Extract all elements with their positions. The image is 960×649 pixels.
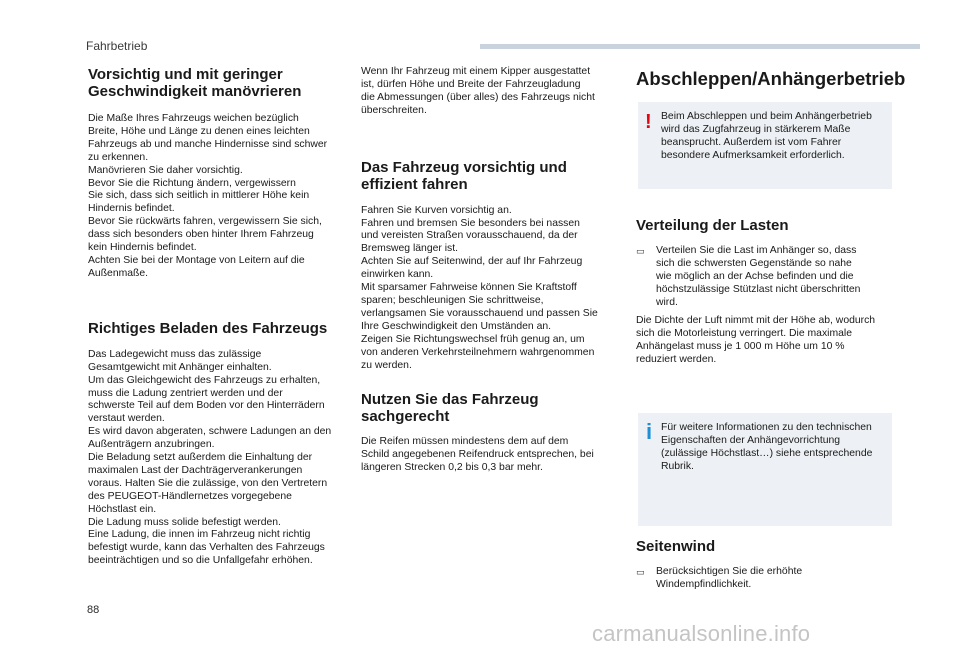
para-tipper: Wenn Ihr Fahrzeug mit einem Kipper ausgestattet ist, dürfen Höhe und Breite der Fahrzeugladung die Abmessungen (über alles) des Fahrzeugs nicht überschreiten.: [361, 66, 595, 116]
bullet-icon: ▭: [636, 246, 645, 256]
para-air-density: Die Dichte der Luft nimmt mit der Höhe ab, wodurch sich die Motorleistung verringert. Die maximale Anhängelast muss je 1 000 m Höhe um 10 % reduziert werden.: [636, 315, 876, 365]
info-text: Für weitere Informationen zu den technischen Eigenschaften der Anhängevorrichtung (zulässige Höchstlast…) siehe entsprechende Rubrik.: [661, 422, 873, 472]
warning-text: Beim Abschleppen und beim Anhängerbetrieb wird das Zugfahrzeug in stärkerem Maße beansprucht. Außerdem ist vom Fahrer besondere Aufmerksamkeit erforderlich.: [661, 111, 872, 161]
bullet-load-text: Verteilen Sie die Last im Anhänger so, dass sich die schwersten Gegenstände so nahe wie möglich an der Achse befinden und die höchstzulässige Stützlast nicht überschritten wird.: [656, 245, 861, 308]
list-item-load: [636, 245, 914, 310]
para-proper-use: Die Reifen müssen mindestens dem auf dem Schild angegebenen Reifendruck entsprechen, bei längeren Strecken 0,2 bis 0,3 bar mehr.: [361, 436, 594, 474]
warning-box: [638, 102, 892, 189]
column-1: [88, 66, 344, 568]
info-box: [638, 413, 892, 526]
heading-proper-use: Nutzen Sie das Fahrzeug sachgerecht: [361, 391, 539, 426]
column-2: [361, 66, 611, 475]
info-icon: i: [646, 419, 653, 444]
heading-crosswind: Seitenwind: [636, 538, 716, 555]
para-careful-driving: Fahren Sie Kurven vorsichtig an. Fahren und bremsen Sie besonders bei nassen und vereisten Straßen vorausschauend, da der Bremsweg länger ist. Achten Sie auf Seitenwind, der auf Ihr Fahrzeug einwirken kann. Mit sparsamer Fahrweise können Sie Kraftstoff sparen; beschleunigen Sie schrittweise, verlangsamen Sie vorausschauend und passen Sie Ihre Geschwindigkeit den Umständen an. Zeigen Sie Richtungswechsel früh genug an, um von anderen Verkehrsteilnehmern wahrgenommen zu werden.: [361, 204, 598, 371]
bullet-wind-text: Berücksichtigen Sie die erhöhte Windempfindlichkeit.: [656, 566, 803, 590]
watermark: carmanualsonline.info: [592, 621, 811, 646]
bullet-icon: ▭: [636, 567, 645, 577]
warning-icon: !: [645, 111, 652, 133]
page-number: 88: [87, 604, 100, 616]
column-3: [636, 66, 906, 626]
heading-load-distribution: Verteilung der Lasten: [636, 217, 789, 234]
list-item-wind: [636, 566, 914, 592]
header-bar: [480, 44, 920, 49]
heading-careful-driving: Das Fahrzeug vorsichtig und effizient fahren: [361, 158, 567, 193]
section-header: Fahrbetrieb: [86, 39, 148, 53]
heading-towing: Abschleppen/Anhängerbetrieb: [636, 68, 906, 89]
heading-loading: Richtiges Beladen des Fahrzeugs: [88, 319, 328, 337]
para-manoeuvring: Die Maße Ihres Fahrzeugs weichen bezüglich Breite, Höhe und Länge zu denen eines leichten Fahrzeugs ab und manche Hindernisse sind schwer zu erkennen. Manövrieren Sie daher vorsichtig. Bevor Sie die Richtung ändern, vergewissern Sie sich, dass sich seitlich in mittlerer Höhe kein Hindernis befindet. Bevor Sie rückwärts fahren, vergewissern Sie sich, dass sich besonders oben hinter Ihrem Fahrzeug kein Hindernis befindet. Achten Sie bei der Montage von Leitern auf die Außenmaße.: [88, 113, 328, 279]
para-loading: Das Ladegewicht muss das zulässige Gesamtgewicht mit Anhänger einhalten. Um das Gleichgewicht des Fahrzeugs zu erhalten, muss die Ladung zentriert werden und der schwerste Teil auf dem Boden vor den Hinterrädern verstaut werden. Es wird davon abgeraten, schwere Ladungen an den Außenträgern anzubringen. Die Beladung setzt außerdem die Einhaltung der maximalen Last der Dachträgerverankerungen voraus. Halten Sie die zulässige, von den Vertretern des PEUGEOT-Händlernetzes vorgegebene Höchstlast ein. Die Ladung muss solide befestigt werden. Eine Ladung, die innen im Fahrzeug nicht richtig befestigt wurde, kann das Verhalten des Fahrzeugs beeinträchtigen und so die Unfallgefahr erhöhen.: [88, 348, 332, 567]
heading-manoeuvring: Vorsichtig und mit geringer Geschwindigkeit manövrieren: [88, 66, 302, 100]
